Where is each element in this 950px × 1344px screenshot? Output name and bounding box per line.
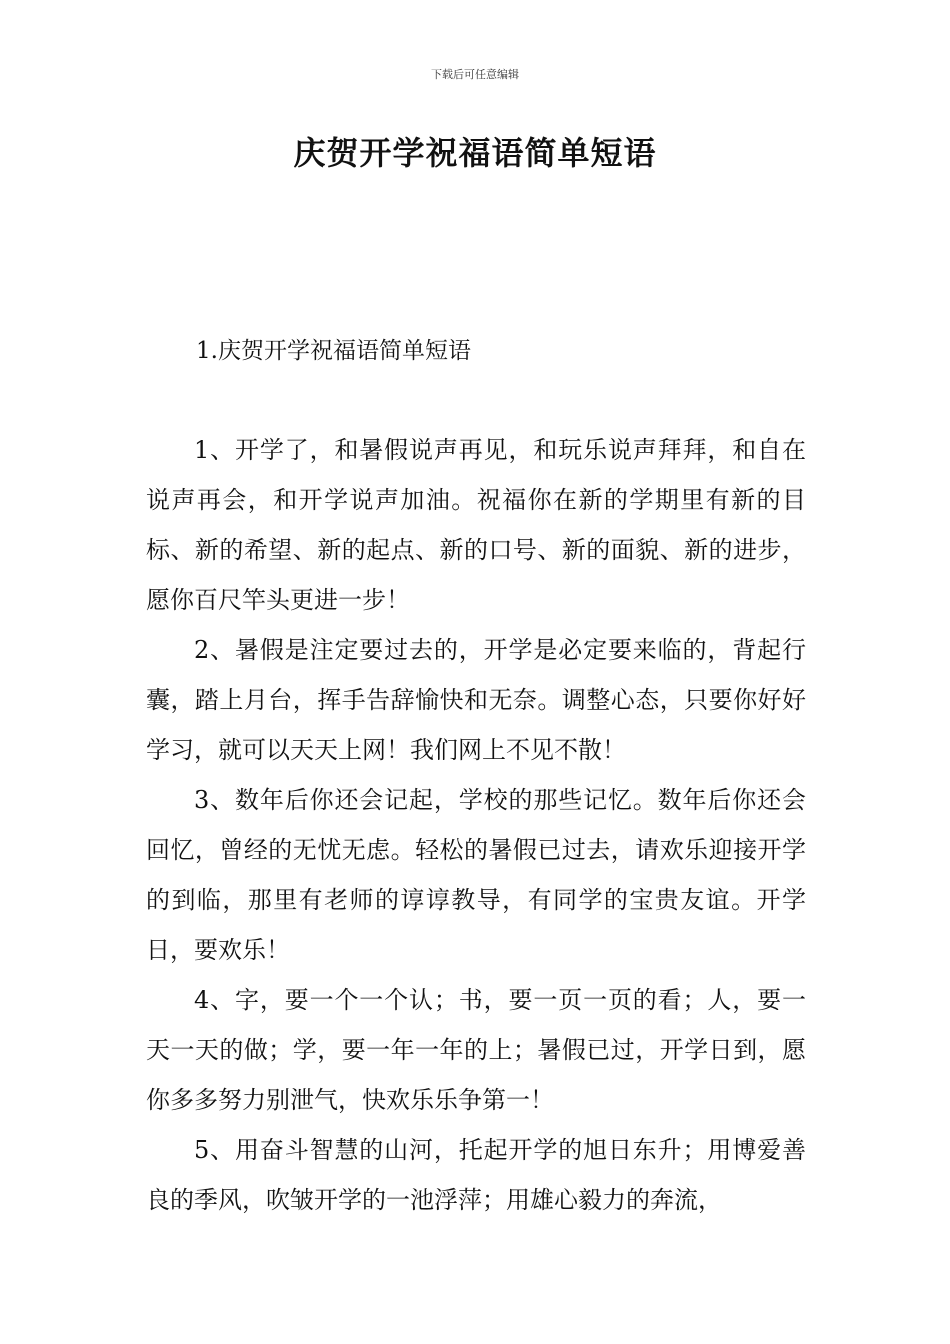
document-body: [146, 425, 806, 1225]
paragraph-5: 5、用奋斗智慧的山河，托起开学的旭日东升；用博爱善良的季风，吹皱开学的一池浮萍；用雄心毅力的奔流，: [146, 1136, 806, 1214]
paragraph-3: 3、数年后你还会记起，学校的那些记忆。数年后你还会回忆，曾经的无忧无虑。轻松的暑假已过去，请欢乐迎接开学的到临，那里有老师的谆谆教导，有同学的宝贵友谊。开学日，要欢乐！: [146, 786, 806, 964]
section-heading: 1.庆贺开学祝福语简单短语: [196, 338, 471, 364]
paragraph-2: 2、暑假是注定要过去的，开学是必定要来临的，背起行囊，踏上月台，挥手告辞愉快和无奈。调整心态，只要你好好学习，就可以天天上网！我们网上不见不散！: [146, 636, 806, 764]
paragraph-4: 4、字，要一个一个认；书，要一页一页的看；人，要一天一天的做；学，要一年一年的上；暑假已过，开学日到，愿你多多努力别泄气，快欢乐乐争第一！: [146, 986, 806, 1114]
paragraph-1: 1、开学了，和暑假说声再见，和玩乐说声拜拜，和自在说声再会，和开学说声加油。祝福你在新的学期里有新的目标、新的希望、新的起点、新的口号、新的面貌、新的进步，愿你百尺竿头更进一步！: [146, 436, 806, 614]
header-note: 下载后可任意编辑: [431, 68, 519, 81]
document-title: 庆贺开学祝福语简单短语: [293, 134, 657, 172]
